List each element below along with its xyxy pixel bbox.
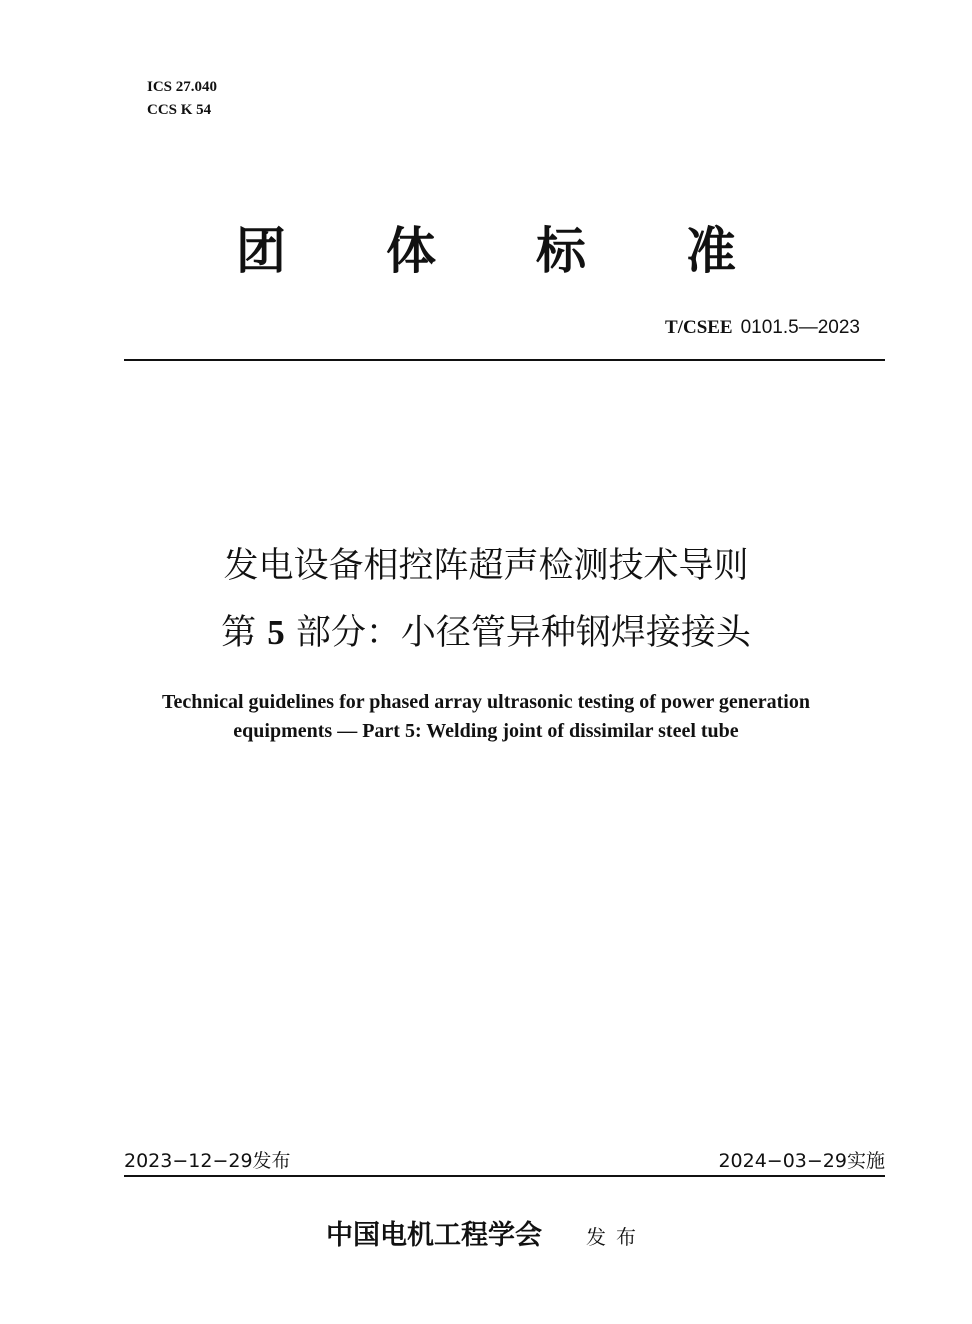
ccs-code-text: CCS K 54 [147,102,212,118]
classification-codes [147,76,217,122]
publisher-line [0,1213,972,1252]
title-cn-line2 [0,605,972,655]
title-cn-part-number: 5 [267,613,285,652]
dates-row [124,1146,885,1173]
standard-number-value: 0101.5—2023 [740,317,860,338]
standard-type-char: 团 [236,221,286,280]
title-en-line1: Technical guidelines for phased array ultrasonic testing of power generation [162,691,810,713]
ccs-code [147,99,217,122]
publisher-action: 发布 [586,1225,646,1249]
footer-divider [124,1175,885,1177]
title-en [0,688,972,746]
header-divider [124,359,885,361]
standard-type-char: 体 [386,221,436,280]
title-cn-line1: 发电设备相控阵超声检测技术导则 [223,546,749,586]
ics-code [147,76,217,99]
implement-date: 2024−03−29实施 [718,1150,885,1172]
title-en-line2: equipments — Part 5: Welding joint of dissimilar steel tube [233,720,739,742]
standard-type-char: 标 [536,221,586,280]
publish-date: 2023−12−29发布 [124,1150,291,1172]
standard-type-char: 准 [686,221,736,280]
standard-number [665,316,860,339]
standard-number-prefix: T/CSEE [665,317,733,338]
standard-type-heading [0,212,972,282]
ics-code-text: ICS 27.040 [147,79,218,95]
publisher-organization: 中国电机工程学会 [326,1220,542,1251]
title-cn-part-rest: 部分：小径管异种钢焊接接头 [295,613,751,653]
title-cn-part-prefix: 第 [221,613,257,653]
